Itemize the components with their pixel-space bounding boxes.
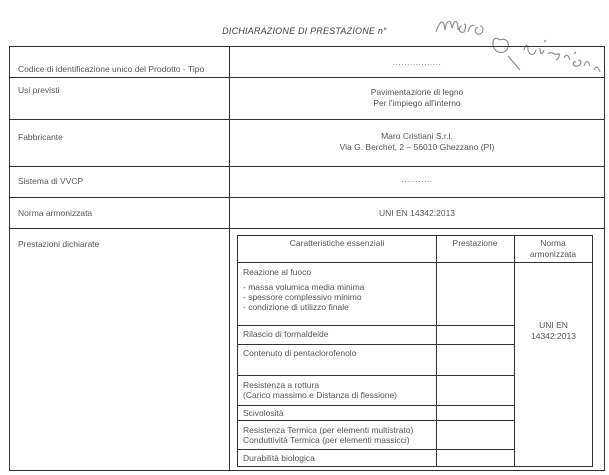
characteristic-line: Resistenza Termica (per elementi multistrato) [243, 425, 414, 435]
header-characteristics: Caratteristiche essenziali [289, 238, 385, 248]
characteristic-thermal [243, 425, 413, 445]
characteristic-slipperiness: Scivolosità [243, 408, 284, 418]
row-manufacturer [10, 120, 604, 167]
characteristic-formaldehyde: Rilascio di formaldeide [243, 329, 329, 339]
row-product-code [10, 47, 604, 78]
label-product-code: Codice di identificazione unico del Prodotto - Tipo [18, 64, 205, 74]
manufacturer-address: Via G. Berchet, 2 – 56010 Ghezzano (PI) [339, 142, 495, 152]
characteristic-biological-durability: Durabilità biologica [243, 453, 315, 463]
table-row [238, 345, 514, 376]
intended-use-line: Per l'impiego all'interno [373, 98, 461, 108]
characteristic-line: Resistenza a rottura [243, 380, 320, 390]
table-header [238, 236, 592, 263]
table-row [238, 406, 514, 421]
intended-use-line: Pavimentazione di legno [370, 87, 464, 97]
table-row [238, 450, 514, 466]
header-performance: Prestazione [452, 238, 498, 248]
table-row [238, 376, 514, 406]
value-intended-use [230, 87, 604, 109]
label-intended-use: Usi previsti [18, 85, 60, 95]
characteristic-line: Reazione al fuoco [243, 267, 312, 277]
performance-table [237, 235, 593, 467]
row-intended-use [10, 78, 604, 120]
table-row [238, 421, 514, 450]
standard-column [514, 236, 592, 466]
characteristic-line: - spessore complessivo minimo [243, 292, 362, 302]
standard-value [515, 320, 592, 342]
label-harmonised-standard: Norma armonizzata [18, 208, 93, 218]
characteristic-breaking-strength [243, 380, 397, 400]
characteristic-line: Conduttività Termica (per elementi massicci) [243, 435, 410, 445]
label-manufacturer: Fabbricante [18, 132, 63, 142]
characteristic-line: - massa volumica media minima [243, 282, 365, 292]
characteristic-fire-reaction [243, 267, 364, 312]
label-avcp-system: Sistema di VVCP [18, 176, 84, 186]
value-product-code: ................. [392, 57, 442, 67]
characteristic-pentachlorophenol: Contenuto di pentaclorofenolo [243, 348, 357, 358]
value-manufacturer [230, 131, 604, 153]
header-standard-line: Norma [540, 238, 566, 248]
value-harmonised-standard: UNI EN 14342:2013 [378, 208, 456, 218]
label-declared-performance: Prestazioni dichiarate [18, 239, 100, 249]
header-standard-line: armonizzata [529, 249, 577, 259]
value-avcp-system: ........... [401, 174, 433, 184]
table-row [238, 263, 514, 326]
row-harmonised-standard [10, 198, 604, 229]
manufacturer-name: Maro Cristiani S.r.l. [381, 131, 453, 141]
header-standard [514, 238, 592, 260]
document-title: DICHIARAZIONE DI PRESTAZIONE n° [222, 26, 387, 36]
standard-value-line: 14342:2013 [531, 331, 576, 341]
standard-value-line: UNI EN [539, 320, 568, 330]
characteristic-line: - condizione di utilizzo finale [243, 302, 349, 312]
declaration-table [9, 46, 605, 471]
characteristic-line: (Carico massimo e Distanza di flessione) [243, 390, 397, 400]
table-row [238, 326, 514, 345]
row-avcp-system [10, 167, 604, 198]
